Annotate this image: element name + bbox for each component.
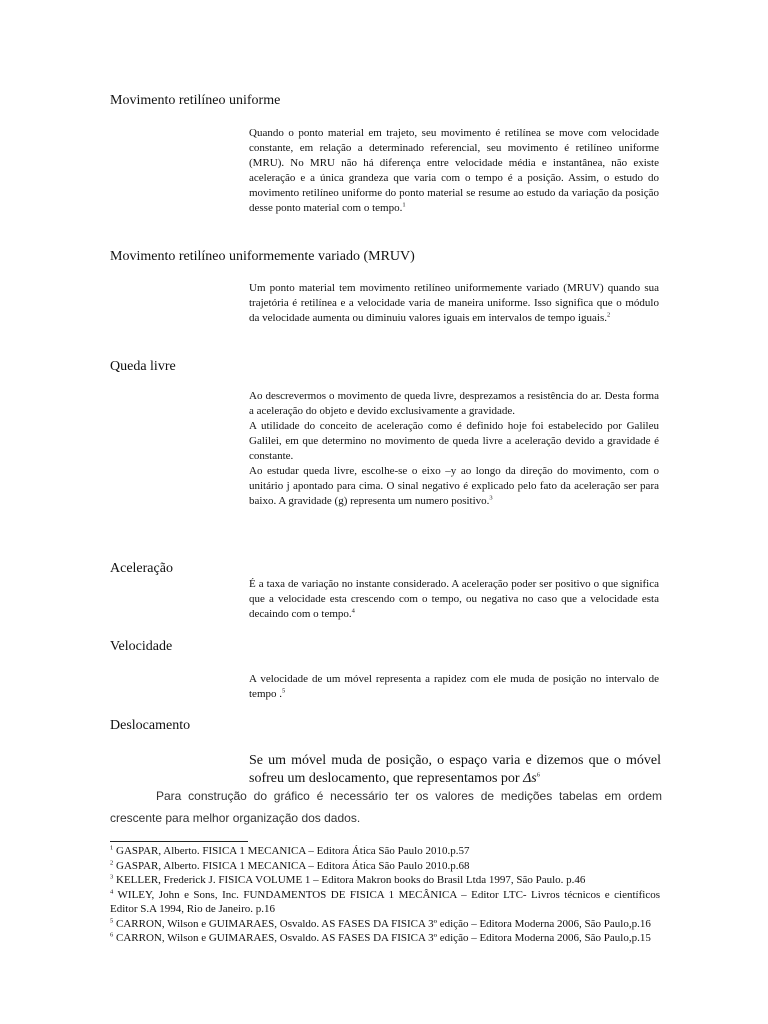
footnote-1-text: GASPAR, Alberto. FISICA 1 MECANICA – Editora Ática São Paulo 2010.p.57 xyxy=(116,845,470,857)
paragraph-velocidade-text: A velocidade de um móvel representa a rapidez com ele muda de posição no intervalo de tempo . xyxy=(249,673,659,700)
footnote-4-text: WILEY, John e Sons, Inc. FUNDAMENTOS DE FISICA 1 MECÂNICA – Editor LTC- Livros técnicos e científicos Editor S.A 1994, Rio de Janeiro. p.16 xyxy=(110,888,660,915)
heading-mru: Movimento retilíneo uniforme xyxy=(110,93,281,108)
footnote-4 xyxy=(110,888,660,917)
heading-queda-livre: Queda livre xyxy=(110,359,176,374)
footnote-1 xyxy=(110,844,660,859)
footnotes xyxy=(110,844,660,946)
footnote-5-text: CARRON, Wilson e GUIMARAES, Osvaldo. AS FASES DA FISICA 3º edição – Editora Moderna 2006, São Paulo,p.16 xyxy=(116,917,651,930)
footnote-ref-1: 1 xyxy=(402,201,406,209)
footnote-ref-3: 3 xyxy=(489,494,493,502)
paragraph-mru-text: Quando o ponto material em trajeto, seu movimento é retilínea se move com velocidade constante, em relação a determinado referencial, seu movimento é retilíneo uniforme (MRU). No MRU não há diferença entre velocidade média e instantânea, não existe aceleração e a única grandeza que varia com o tempo é a posição. Assim, o estudo do movimento retilíneo uniforme do ponto material se resume ao estudo da variação da posição desse ponto material com o tempo. xyxy=(249,127,659,214)
queda-livre-p3: Ao estudar queda livre, escolhe-se o eixo –y ao longo da direção do movimento, com o unitário j apontado para cima. O sinal negativo é explicado pelo fato da aceleração ser para baixo. A gravidade (g) representa um numero positivo. xyxy=(249,465,659,507)
paragraph-mruv xyxy=(249,281,659,326)
footnote-6 xyxy=(110,931,660,946)
footnote-1-number: 1 xyxy=(110,844,114,852)
footnote-2 xyxy=(110,859,660,874)
closing-paragraph: Para construção do gráfico é necessário ter os valores de medições tabelas em ordem crescente para melhor organização dos dados. xyxy=(110,789,662,825)
paragraph-deslocamento-text: Se um móvel muda de posição, o espaço varia e dizemos que o móvel sofreu um deslocamento, que representamos por xyxy=(249,753,661,786)
footnote-5-number: 5 xyxy=(110,916,114,924)
heading-velocidade: Velocidade xyxy=(110,639,173,654)
heading-mruv: Movimento retilíneo uniformemente variado (MRUV) xyxy=(110,249,415,264)
footnote-ref-4: 4 xyxy=(351,607,355,615)
paragraph-aceleracao-text: É a taxa de variação no instante considerado. A aceleração poder ser positivo o que significa que a velocidade esta crescendo com o tempo, ou negativa no caso que a velocidade esta decaindo com o tempo. xyxy=(249,578,659,620)
paragraph-queda-livre xyxy=(249,389,659,509)
paragraph-velocidade xyxy=(249,672,659,702)
footnote-ref-2: 2 xyxy=(607,311,611,319)
footnote-3-text: KELLER, Frederick J. FISICA VOLUME 1 – Editora Makron books do Brasil Ltda 1997, São Paulo. p.46 xyxy=(116,874,586,886)
footnote-2-number: 2 xyxy=(110,858,114,866)
footnote-ref-5: 5 xyxy=(282,687,286,695)
footnote-3 xyxy=(110,873,660,888)
footnote-5 xyxy=(110,917,660,932)
footnote-3-number: 3 xyxy=(110,873,114,881)
paragraph-aceleracao xyxy=(249,577,659,622)
footnote-separator xyxy=(110,841,248,842)
paragraph-mru xyxy=(249,126,659,216)
heading-aceleracao: Aceleração xyxy=(110,561,173,576)
footnote-4-number: 4 xyxy=(110,887,114,895)
paragraph-deslocamento xyxy=(249,752,661,788)
footnote-6-number: 6 xyxy=(110,931,114,939)
queda-livre-p1: Ao descrevermos o movimento de queda livre, desprezamos a resistência do ar. Desta forma a aceleração do objeto e devido exclusivamente a gravidade. xyxy=(249,390,659,417)
footnote-6-text: CARRON, Wilson e GUIMARAES, Osvaldo. AS FASES DA FISICA 3º edição – Editora Moderna 2006, São Paulo,p.15 xyxy=(116,932,651,944)
footnote-2-text: GASPAR, Alberto. FISICA 1 MECANICA – Editora Ática São Paulo 2010.p.68 xyxy=(116,859,470,872)
heading-deslocamento: Deslocamento xyxy=(110,718,191,733)
footnote-ref-6: 6 xyxy=(536,771,541,779)
queda-livre-p2: A utilidade do conceito de aceleração como é definido hoje foi estabelecido por Galileu Galilei, em que determino no movimento de queda livre a aceleração devido a gravidade é constante. xyxy=(249,420,659,462)
paragraph-mruv-text: Um ponto material tem movimento retilíneo uniformemente variado (MRUV) quando sua trajetória é retilínea e a velocidade varia de maneira uniforme. Isso significa que o módulo da velocidade aumenta ou diminuiu valores iguais em intervalos de tempo iguais. xyxy=(249,282,659,324)
delta-s-symbol: Δs xyxy=(523,771,537,786)
